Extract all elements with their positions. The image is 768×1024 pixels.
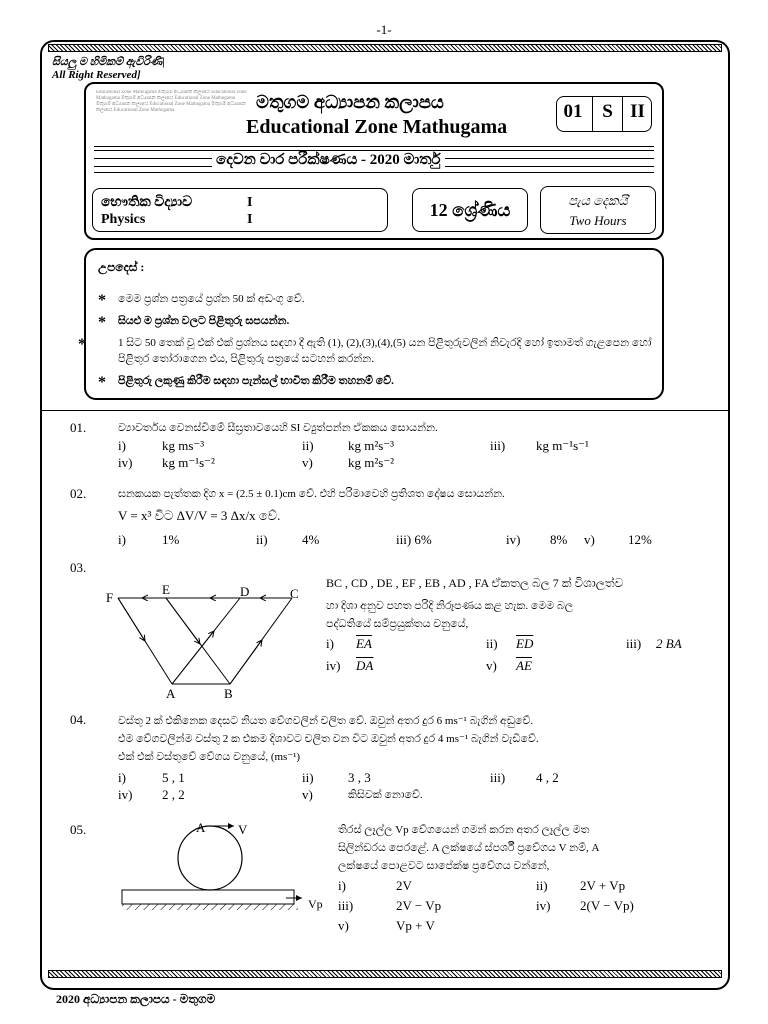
bottom-stripe — [48, 970, 722, 978]
subject-si: භෞතික විද්‍යාව — [101, 195, 193, 210]
question-text: පද්ධතියේ සම්ප්‍රයුක්තය වනුයේ, — [326, 618, 469, 630]
watermark-text: Educational Zone Mathugama මතුගම අධ්‍යාපන කලාපය Educational Zone Mathugama මතුගම අධ්‍යාපන කලාපය Educational Zone Mathugama මතුගම අධ්‍යාපන කලාපය Educational Zone Mathugama මතුගම අධ්‍යාපන කලාපය Educational Zone Mathugama — [96, 90, 247, 113]
time-si: පැය දෙකයි — [568, 193, 628, 208]
zone-title-si: මතුගම අධ්‍යාපන කලාපය — [256, 92, 444, 112]
option-value: kg m⁻¹s⁻¹ — [536, 438, 589, 453]
option-value: $\overline{EA}$ — [356, 636, 372, 651]
label-c: C — [290, 586, 299, 601]
option-label: v) — [486, 658, 497, 673]
option-value: 2V — [396, 878, 412, 893]
subject-box — [92, 188, 388, 232]
grade-box: 12 ශ්‍රේණිය — [412, 188, 528, 232]
option-label: iv) — [118, 455, 133, 470]
question-number: 02. — [70, 486, 87, 501]
option-value: 2 BA — [656, 636, 682, 651]
option-value: kg m²s⁻³ — [348, 438, 395, 453]
option-label: ii) — [486, 636, 498, 651]
question-text: එම වේගවලින්ම වස්තු 2 ක එකම දිශාවට චලිත වන විට ඔවුන් අතර දුර 4 ms⁻¹ බැගින් වැඩිවේ. — [118, 733, 539, 745]
question-text: ව්‍යාවර්තය වෙනස්වීමේ සීඝ්‍රතාවයෙහි SI ව්‍යුත්පන්න ඒකකය සොයන්න. — [118, 422, 438, 434]
top-stripe — [48, 44, 722, 52]
option-label: iii) — [626, 636, 642, 651]
option-value: 2V − Vp — [396, 898, 442, 913]
option-value: 12% — [628, 532, 652, 547]
label-vp: Vp — [308, 897, 323, 911]
rights-en: All Right Reserved] — [52, 69, 141, 81]
question-text: එක් එක් වස්තුවේ වේගය වනුයේ, (ms⁻¹) — [118, 751, 301, 763]
option-value: කිසිවක් නොවේ. — [348, 789, 423, 801]
paper-code-3: II — [622, 96, 652, 132]
option-label: v) — [338, 918, 349, 933]
force-diagram — [100, 580, 310, 700]
option-value: $\overline{DA}$ — [356, 658, 374, 673]
option-label: iv) — [536, 898, 551, 913]
question-text: ලක්ෂයේ පොළවට සාපේක්ෂ ප්‍රවේගය වන්නේ, — [338, 860, 550, 872]
option-value: kg m²s⁻² — [348, 455, 395, 470]
time-box — [540, 186, 656, 234]
instruction-item: * සියළු ම ප්‍රශ්න වලට පිළිතුරු සපයන්න. — [98, 314, 290, 331]
option-label: i) — [118, 532, 126, 547]
option-value: 2 , 2 — [162, 787, 185, 802]
paper-code-2: S — [592, 96, 622, 132]
plank — [122, 890, 294, 904]
instruction-item: * 1 සිට 50 තෙක් වූ එක් එක් ප්‍රශ්නය සඳහා දී ඇති (1), (2),(3),(4),(5) යන පිළිතුරුවලින් නිවැරදි හෝ ඉතාමත් ගැළපෙන හෝ පිළිතුර තෝරාගෙන එය, පිළිතුරු පත්‍රයේ සටහන් කරන්න. — [78, 336, 652, 365]
rule — [94, 172, 654, 173]
option-value: 1% — [162, 532, 180, 547]
arrow-fa — [118, 598, 145, 641]
option-value: 4% — [302, 532, 320, 547]
option-label: ii) — [302, 438, 314, 453]
option-label: ii) — [302, 770, 314, 785]
option-value: Vp + V — [396, 918, 435, 933]
question-number: 04. — [70, 712, 87, 727]
option-value: kg ms⁻³ — [162, 438, 205, 453]
option-label: ii) — [256, 532, 268, 547]
label-e: E — [162, 582, 170, 597]
option-label: i) — [326, 636, 334, 651]
arrow-bc — [230, 640, 262, 684]
label-b: B — [224, 686, 233, 700]
question-text: තිරස් ලෑල්ල Vp වේගයෙන් ගමන් කරන අතර ලෑල්ල මත — [338, 824, 590, 836]
option-label: iii) — [490, 770, 506, 785]
label-d: D — [240, 584, 250, 599]
arrow-ad — [172, 631, 214, 684]
option-label: iii) — [338, 898, 354, 913]
question-text: සිලින්ඩරය පෙරළේ. A ලක්ෂයේ ස්පර්ශී ප්‍රවේගය V නම්, A — [338, 842, 600, 854]
part-en: I — [247, 212, 253, 227]
label-a: A — [196, 820, 206, 835]
rule — [94, 146, 654, 147]
label-a: A — [166, 686, 176, 700]
option-value: 4 , 2 — [536, 770, 559, 785]
option-label: ii) — [536, 878, 548, 893]
option-label: iv) — [118, 787, 133, 802]
question-number: 03. — [70, 560, 87, 575]
instructions-box — [78, 248, 664, 400]
paper-code-1: 01 — [563, 101, 583, 122]
option-label: i) — [338, 878, 346, 893]
option-label: iii) — [490, 438, 506, 453]
option-label: i) — [118, 770, 126, 785]
instructions-title: උපදෙස් : — [98, 260, 145, 274]
question-number: 01. — [70, 420, 87, 435]
ground-hatch — [122, 904, 298, 910]
arrow-eb — [166, 598, 200, 644]
section-divider — [40, 410, 730, 411]
cylinder-diagram — [110, 816, 330, 920]
question-text: හා දිශා අනුව පහත පරිදි නිරූපණය කළ හැක. මෙම බල — [326, 600, 574, 612]
term-title: දෙවන වාර පරීක්ෂණය - 2020 මාර්තු — [212, 151, 445, 169]
question-text: ඝනකයක පැත්තක දිග x = (2.5 ± 0.1)cm වේ. එහි පරිමාවෙහි ප්‍රතිශත දෝෂය සොයන්න. — [118, 488, 505, 500]
option-value: 3 , 3 — [348, 770, 371, 785]
option-value: $\overline{ED}$ — [516, 636, 534, 651]
subject-en: Physics — [101, 212, 146, 227]
page-number: -1- — [376, 22, 392, 37]
label-f: F — [106, 590, 114, 605]
part-si: I — [247, 195, 253, 210]
rights-si: සියලු ම හිමිකම් ඇවිරිණි| — [52, 56, 165, 68]
question-text: V = x³ විට ΔV/V = 3 Δx/x වේ. — [118, 508, 281, 523]
zone-title-en: Educational Zone Mathugama — [246, 116, 508, 138]
footer-text: 2020 අධ්‍යාපන කලාපය - මතුගම — [56, 992, 216, 1006]
option-value: $\overline{AE}$ — [516, 658, 532, 673]
option-label: v) — [302, 787, 313, 802]
option-value: 5 , 1 — [162, 770, 185, 785]
option-value: 2V + Vp — [580, 878, 626, 893]
option-label: iv) — [326, 658, 341, 673]
question-text: වස්තු 2 ක් එකිනෙක දෙසට නියත වේගවලින් චලිත වේ. ඔවුන් අතර දුර 6 ms⁻¹ බැගින් අඩුවේ. — [118, 715, 534, 727]
question-number: 05. — [70, 822, 87, 837]
question-text: BC , CD , DE , EF , EB , AD , FA ඒකතල බල 7 ක් විශාලත්ව — [326, 576, 624, 590]
time-en: Two Hours — [569, 213, 627, 228]
option-label: v) — [584, 532, 595, 547]
label-v: V — [238, 822, 248, 837]
option-label: v) — [302, 455, 313, 470]
option-value: kg m⁻¹s⁻² — [162, 455, 215, 470]
option-label: iv) — [506, 532, 521, 547]
option-value: 2(V − Vp) — [580, 898, 634, 913]
cylinder — [178, 826, 242, 890]
instruction-item: * මෙම ප්‍රශ්න පත්‍රයේ ප්‍රශ්න 50 ක් අඩංගු වේ. — [98, 292, 305, 309]
option-value: iii) 6% — [396, 532, 432, 547]
option-label: i) — [118, 438, 126, 453]
instruction-item: * පිළිතුරු ලකුණු කිරීම සඳහා පැන්සල් භාවිත කිරීම තහනම් වේ. — [98, 374, 394, 391]
option-value: 8% — [550, 532, 568, 547]
